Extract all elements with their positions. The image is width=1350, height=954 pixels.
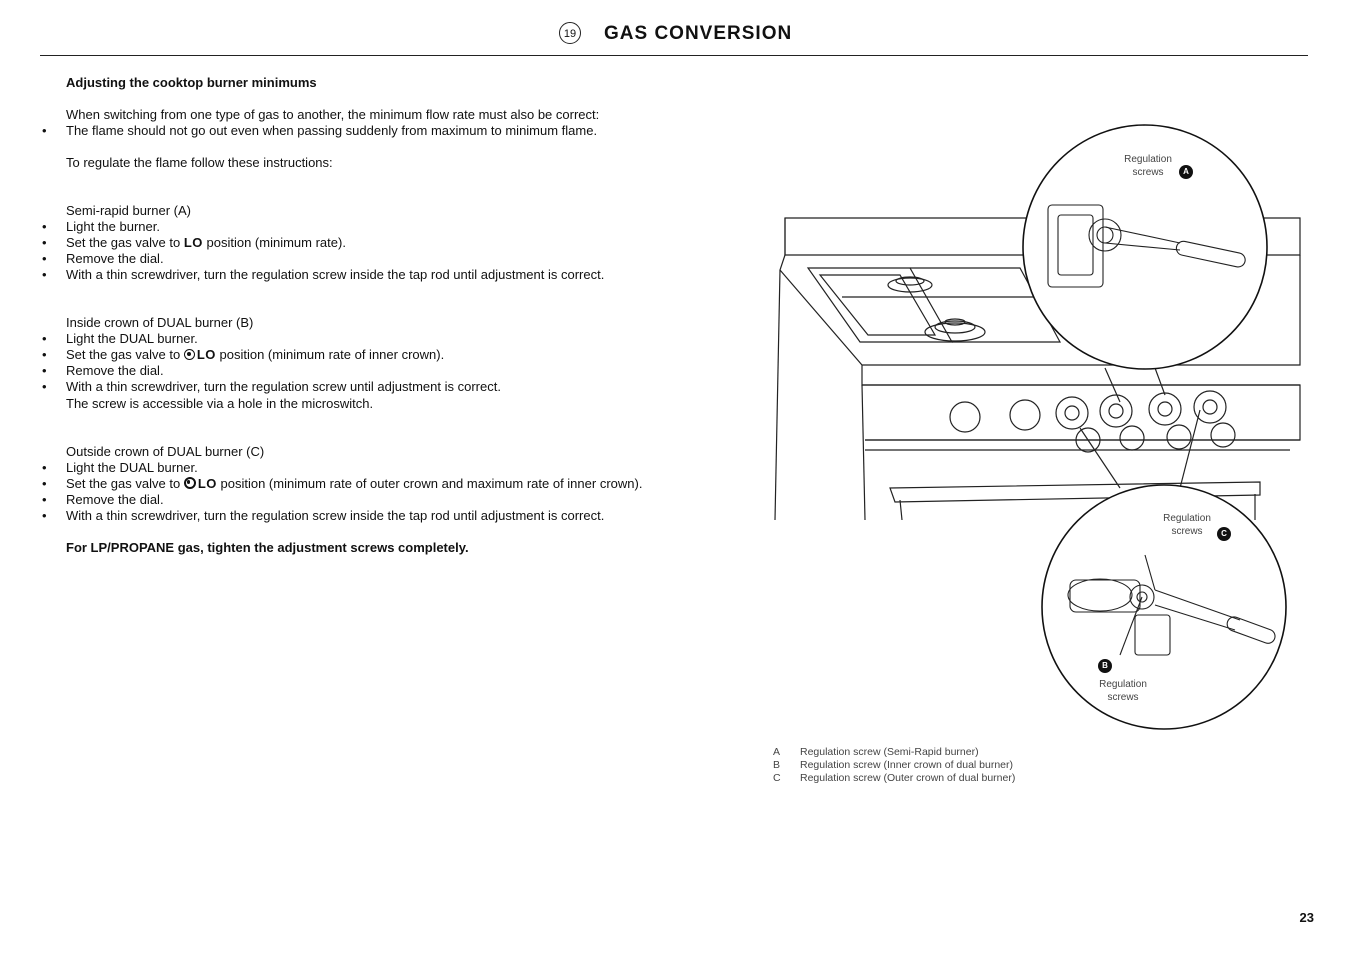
bullet-icon: •: [42, 123, 47, 138]
section-number-badge: 19: [559, 22, 581, 44]
section-title: GAS CONVERSION: [604, 23, 793, 44]
callout-c-badge: C: [1217, 527, 1231, 541]
dot-in-circle-icon: [184, 349, 195, 360]
callout-b-badge: B: [1098, 659, 1112, 673]
inside-crown-heading: Inside crown of DUAL burner (B): [66, 315, 254, 330]
intro-bullet: The flame should not go out even when passing suddenly from maximum to minimum flame.: [66, 123, 598, 138]
lo-symbol: LO: [196, 347, 216, 362]
bullet-icon: •: [42, 331, 47, 346]
lo-symbol: LO: [183, 235, 203, 250]
semi-rapid-heading: Semi-rapid burner (A): [66, 203, 191, 218]
intro-text: When switching from one type of gas to another, the minimum flow rate must also be correct:: [66, 107, 600, 122]
cooktop-illustration: [760, 110, 1320, 750]
inside-crown-step-3: Remove the dial.: [66, 363, 164, 378]
bullet-icon: •: [42, 235, 47, 250]
bullet-icon: •: [42, 267, 47, 282]
legend-row: B Regulation screw (Inner crown of dual burner): [773, 759, 1014, 771]
inside-crown-step-2: Set the gas valve to LO position (minimum rate of inner crown).: [66, 347, 445, 362]
bullet-icon: •: [42, 508, 47, 523]
bullet-icon: •: [42, 460, 47, 475]
inside-crown-step-1: Light the DUAL burner.: [66, 331, 198, 346]
semi-rapid-step-1: Light the burner.: [66, 219, 160, 234]
bullet-icon: •: [42, 363, 47, 378]
bullet-icon: •: [42, 379, 47, 394]
bullet-icon: •: [42, 251, 47, 266]
propane-note: For LP/PROPANE gas, tighten the adjustment screws completely.: [66, 540, 469, 555]
legend-row: C Regulation screw (Outer crown of dual burner): [773, 772, 1016, 784]
outside-crown-step-2: Set the gas valve to LO position (minimum rate of outer crown and maximum rate of inner crown).: [66, 476, 643, 491]
bullet-icon: •: [42, 492, 47, 507]
bold-ring-icon: [184, 477, 196, 489]
semi-rapid-step-4: With a thin screwdriver, turn the regulation screw inside the tap rod until adjustment is correct.: [66, 267, 605, 282]
callout-b-label: Regulation screws: [1099, 679, 1147, 703]
page-number: 23: [1299, 910, 1314, 925]
regulate-text: To regulate the flame follow these instructions:: [66, 155, 333, 170]
outside-crown-step-4: With a thin screwdriver, turn the regulation screw inside the tap rod until adjustment is correct.: [66, 508, 605, 523]
inside-crown-step-4-continued: The screw is accessible via a hole in the microswitch.: [66, 396, 374, 411]
range-drawing: [760, 110, 1320, 750]
outside-crown-step-3: Remove the dial.: [66, 492, 164, 507]
semi-rapid-step-2: Set the gas valve to LO position (minimum rate).: [66, 235, 346, 250]
outside-crown-step-1: Light the DUAL burner.: [66, 460, 198, 475]
lo-symbol: LO: [197, 476, 217, 491]
callout-a-badge: A: [1179, 165, 1193, 179]
legend-row: A Regulation screw (Semi-Rapid burner): [773, 746, 979, 758]
inside-crown-step-4: With a thin screwdriver, turn the regulation screw until adjustment is correct.: [66, 379, 501, 394]
figure-legend: [773, 746, 1015, 785]
section-heading: Adjusting the cooktop burner minimums: [66, 75, 317, 90]
bullet-icon: •: [42, 347, 47, 362]
callout-c-label: Regulation screws: [1163, 513, 1211, 537]
semi-rapid-step-3: Remove the dial.: [66, 251, 164, 266]
bullet-icon: •: [42, 219, 47, 234]
callout-a-label: Regulation screws: [1124, 154, 1172, 178]
bullet-icon: •: [42, 476, 47, 491]
outside-crown-heading: Outside crown of DUAL burner (C): [66, 444, 265, 459]
